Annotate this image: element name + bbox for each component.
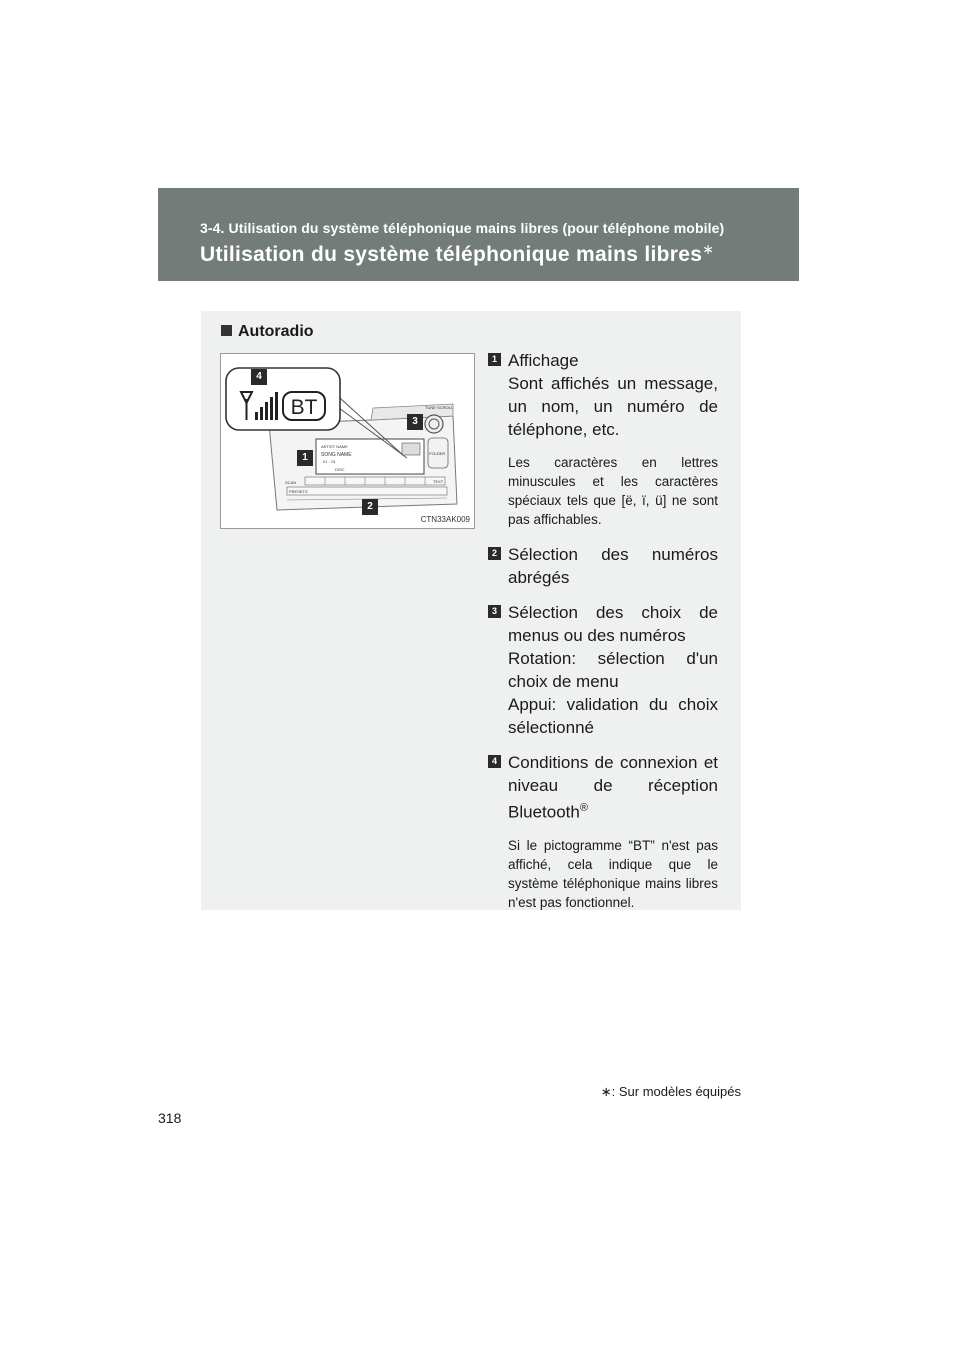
item-number: 4 [488, 755, 501, 768]
content-panel [201, 311, 741, 910]
callout-4: 4 [251, 369, 267, 385]
folder-label: FOLDER [429, 451, 446, 456]
square-bullet-icon [221, 325, 232, 336]
item-text: Rotation: sélection d'un choix de menu [508, 649, 718, 691]
footnote-text: : Sur modèles équipés [611, 1084, 741, 1099]
item-title: Sélection des numéros abrégés [508, 545, 718, 587]
radio-illustration [220, 353, 475, 529]
list-item [488, 751, 718, 824]
figure-code: CTN33AK009 [420, 515, 470, 524]
item-title-text: Conditions de connexion et niveau de réception Bluetooth [508, 753, 718, 822]
page-title [200, 243, 714, 267]
artist-label: ARTIST NAME [321, 444, 348, 449]
callout-3: 3 [407, 414, 423, 430]
subheading [221, 323, 314, 341]
track-time-label: 01 : 15 [323, 459, 336, 464]
item-number: 1 [488, 353, 501, 366]
item-title: Sélection des choix de menus ou des numéros [508, 603, 718, 645]
tune-knob-icon [425, 415, 443, 433]
section-label: 3-4. Utilisation du système téléphonique mains libres (pour téléphone mobile) [200, 220, 725, 236]
song-label: SONG NAME [321, 452, 352, 458]
list-item [488, 349, 718, 441]
item-text: Sont affichés un message, un nom, un numéro de téléphone, etc. [508, 374, 718, 439]
presets-label: PRESETS [289, 489, 308, 494]
item-note: Si le pictogramme “BT” n'est pas affiché, cela indique que le système téléphonique mains libres n'est pas fonctionnel. [508, 837, 718, 910]
subheading-text: Autoradio [238, 323, 314, 340]
item-text: Appui: validation du choix sélectionné [508, 695, 718, 737]
callout-1: 1 [297, 450, 313, 466]
item-number: 2 [488, 547, 501, 560]
callout-2: 2 [362, 499, 378, 515]
item-title: Affichage [508, 351, 579, 370]
disc-label: DISC [335, 467, 345, 472]
page-header [158, 188, 799, 281]
tune-scroll-label: TUNE·SCROLL [425, 405, 454, 410]
page-number: 318 [158, 1110, 182, 1126]
item-title [508, 751, 718, 824]
title-asterisk: ∗ [702, 241, 715, 257]
registered-mark: ® [579, 802, 588, 814]
description-column [488, 349, 718, 926]
item-number: 3 [488, 605, 501, 618]
list-item [488, 543, 718, 589]
list-item [488, 601, 718, 739]
item-note: Les caractères en lettres minuscules et les caractères spéciaux tels que [ë, ï, ü] ne sont pas affichables. [508, 455, 718, 527]
scan-label: SCAN [285, 480, 297, 485]
footnote-asterisk: ∗ [600, 1084, 612, 1099]
text-label: TEXT [433, 479, 444, 484]
footnote [601, 1084, 741, 1100]
bt-label: BT [290, 396, 318, 419]
page-title-text: Utilisation du système téléphonique mains libres [200, 243, 703, 266]
